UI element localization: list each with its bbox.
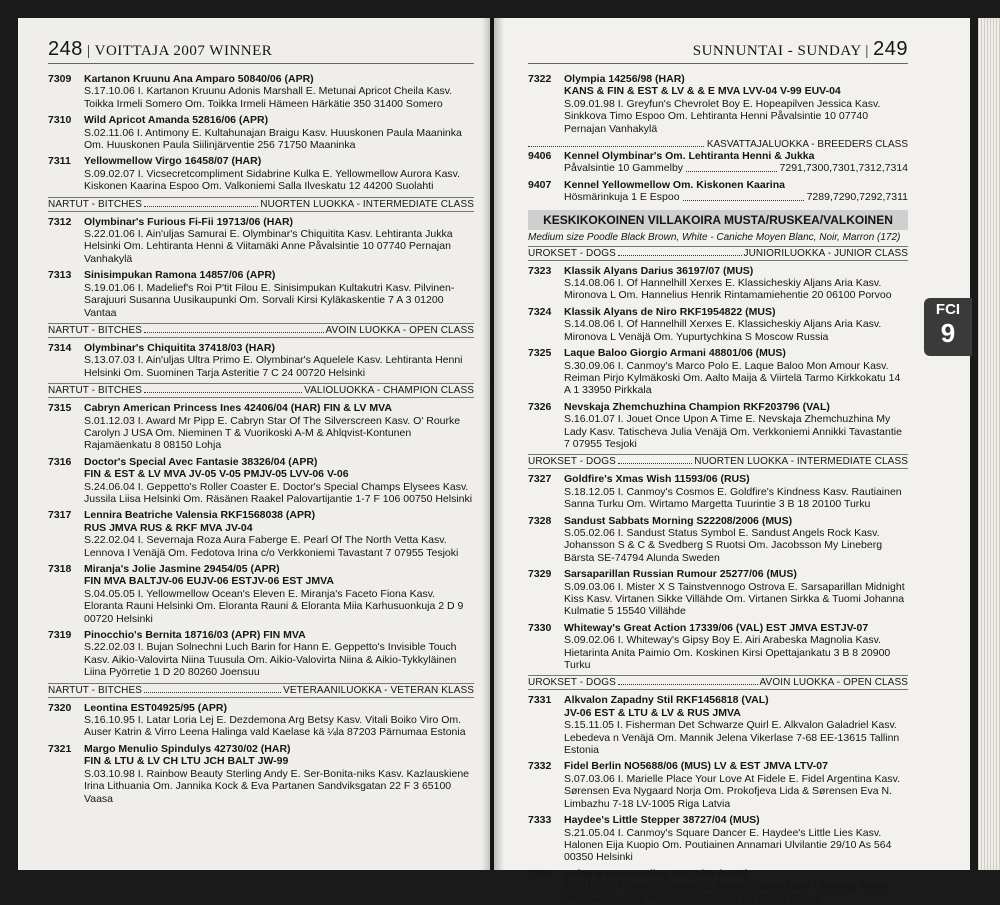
entry-dog-name: Leontina EST04925/95 (APR) (84, 701, 227, 714)
entry-dog-name: Sarsaparillan Russian Rumour 25277/06 (MUS) (564, 568, 797, 581)
catalog-entry (528, 347, 908, 397)
class-divider (528, 675, 908, 690)
entry-number: 7310 (48, 114, 72, 127)
catalog-entry (48, 216, 474, 266)
entry-dog-name: Fidel Berlin NO5688/06 (MUS) LV & EST JMVA LTV-07 (564, 760, 828, 773)
class-divider-class: AVOIN LUOKKA - OPEN CLASS (759, 677, 908, 689)
entry-number: 7321 (48, 742, 72, 755)
entry-number: 7315 (48, 402, 72, 415)
catalog-entry (48, 155, 474, 192)
entry-info: S.07.03.06 I. Marielle Place Your Love At Fidele E. Fidel Argentina Kasv. Sørensen Eva Nygaard Norja Om. Prokofjeva Lida & Sørensen Eva N. Limbazhu 7-18 LV-1005 Riga Latvia (564, 772, 901, 810)
entry-body (84, 216, 474, 266)
entry-dog-name: Olymbinar's Chiquitita 37418/03 (HAR) (84, 341, 275, 354)
class-divider-sex: UROKSET - DOGS (528, 456, 616, 468)
entry-info: S.09.01.98 I. Greyfun's Chevrolet Boy E. Hopeapilven Jessica Kasv. Sinkkova Timo Espoo Om. Lehtiranta Henni Påvalsintie 10 07740 Pernajan Vanhakylä (564, 97, 881, 135)
fci-tab (924, 298, 972, 356)
entry-info: S.13.07.03 I. Ain'uljas Ultra Primo E. Olymbinar's Aquelele Kasv. Lehtiranta Henni Helsinki Om. Suominen Tarja Asteritie 7 C 24 00720 Helsinki (84, 354, 463, 379)
entry-body (84, 114, 474, 151)
catalog-entry (528, 473, 908, 510)
right-page-number: 249 (873, 38, 908, 60)
entry-info: S.04.05.05 I. Yellowmellow Ocean's Eleven E. Miranja's Faceto Fiona Kasv. Eloranta Rauni Helsinki Om. Eloranta Rauni & Eloranta Miia Karhusuonkuja 2 D 9 00720 Helsinki (84, 587, 464, 625)
entry-dog-name: Margo Menulio Spindulys 42730/02 (HAR) (84, 742, 291, 755)
kennel-list (528, 150, 908, 204)
entry-info: S.21.05.04 I. Canmoy's Square Dancer E. Haydee's Little Lies Kasv. Halonen Eija Kuopio Om. Poutiainen Annamari Ulvilantie 29/10 As 564 00350 Helsinki (564, 826, 892, 864)
class-divider-class: VETERAANILUOKKA - VETERAN KLASS (283, 684, 474, 696)
book-gutter (482, 18, 504, 870)
class-divider-sex: NARTUT - BITCHES (48, 385, 143, 397)
entry-dog-name: Whiteway's Great Action 17339/06 (VAL) EST JMVA ESTJV-07 (564, 621, 869, 634)
entry-number: 7324 (528, 305, 552, 318)
breed-header: KESKIKOKOINEN VILLAKOIRA MUSTA/RUSKEA/VALKOINEN (528, 210, 908, 230)
entry-number: 7334 (528, 867, 552, 880)
entry-info: S.18.12.05 I. Canmoy's Cosmos E. Goldfire's Kindness Kasv. Rautiainen Sanna Turku Om. Wirtamo Margetta Tuurintie 3 B 18 20100 Turku (564, 485, 902, 511)
catalog-entry (528, 568, 908, 618)
catalog-entry (48, 114, 474, 151)
entry-dog-name: Olymbinar's Furious Fi-Fii 19713/06 (HAR) (84, 215, 294, 228)
kennel-body (564, 179, 908, 204)
catalog-entry (48, 402, 474, 452)
catalog-entry (528, 868, 908, 905)
right-running-title: SUNNUNTAI - SUNDAY (692, 43, 862, 59)
entry-info: S.02.11.06 I. Antimony E. Kultahunajan Braigu Kasv. Huuskonen Paula Maaninka Om. Huuskonen Paula Siilinjärventie 256 71750 Maaninka (84, 126, 462, 152)
kennel-number: 9406 (528, 150, 552, 163)
page-edge (978, 18, 1000, 870)
entry-body (84, 269, 474, 319)
left-running-head: 248 | VOITTAJA 2007 WINNER (48, 38, 474, 64)
left-entry-list (48, 73, 474, 805)
class-divider (528, 246, 908, 261)
class-divider (48, 197, 474, 212)
class-divider-sex: UROKSET - DOGS (528, 247, 616, 259)
kennel-line (564, 191, 908, 203)
entry-info: S.14.08.06 I. Of Hannelhill Xerxes E. Klassicheskiy Aljans Aria Kasv. Mironova L Om. Hannelius Henrik Rintamamiehentie 20 06100 Porvoo (564, 277, 892, 302)
entry-dog-name: Olympia 14256/98 (HAR) (564, 73, 685, 85)
entry-body (564, 868, 908, 905)
right-page (494, 18, 970, 905)
entry-dog-name: Sandust Sabbats Morning S22208/2006 (MUS) (564, 514, 793, 527)
entry-dog-name: Cabryn American Princess Ines 42406/04 (HAR) FIN & LV MVA (84, 402, 392, 415)
entry-body (564, 473, 908, 510)
right-entry-list-top (528, 73, 908, 135)
entry-dog-name: Klassik Alyans Darius 36197/07 (MUS) (564, 264, 754, 277)
entry-info: S.09.02.07 I. Vicsecretcompliment Sidabrine Kulka E. Yellowmellow Aurora Kasv. Kiskonen Kaarina Espoo Om. Valkoniemi Salla Ilveskatu 12 44200 Suolahti (84, 167, 461, 193)
entry-body (84, 509, 474, 559)
class-divider-sex: NARTUT - BITCHES (48, 324, 143, 336)
catalog-entry (528, 515, 908, 565)
class-divider (528, 454, 908, 469)
entry-body (564, 73, 908, 135)
entry-dog-name: Yellowmellow Virgo 16458/07 (HAR) (84, 155, 262, 168)
class-divider-class: VALIOLUOKKA - CHAMPION CLASS (304, 385, 474, 397)
entry-titles: JV-06 EST & LTU & LV & RUS JMVA (564, 706, 741, 719)
entry-number: 7323 (528, 264, 552, 277)
class-divider-class: NUORTEN LUOKKA - INTERMEDIATE CLASS (694, 456, 908, 468)
entry-titles: RUS JMVA RUS & RKF MVA JV-04 (84, 521, 253, 534)
entry-dog-name: Klassik Alyans de Niro RKF1954822 (MUS) (564, 305, 776, 318)
entry-number: 7309 (48, 73, 72, 85)
entry-info: S.30.09.06 I. Canmoy's Marco Polo E. Laque Baloo Mon Amour Kasv. Reiman Pirjo Kylmäkoski Om. Aalto Maija & Viirtelä Tarmo Kirkkokatu 14 A 1 33950 Pirkkala (564, 359, 901, 397)
class-divider (48, 323, 474, 338)
entry-number: 7325 (528, 347, 552, 360)
catalog-entry (528, 814, 908, 864)
entry-number: 7322 (528, 73, 552, 85)
entry-body (564, 401, 908, 451)
kennel-name: Kennel Yellowmellow Om. Kiskonen Kaarina (564, 178, 785, 191)
entry-info: S.22.01.06 I. Ain'uljas Samurai E. Olymbinar's Chiquitita Kasv. Lehtiranta Jukka Helsinki Om. Lehtiranta Henni & Viitamäki Anne Påvalsintie 10 07740 Pernajan Vanhakylä (84, 228, 453, 265)
entry-number: 7330 (528, 621, 552, 634)
entry-dog-name: Haydee's Little Stepper 38727/04 (MUS) (564, 814, 760, 827)
entry-number: 7317 (48, 509, 72, 522)
entry-number: 7311 (48, 155, 71, 168)
entry-body (564, 760, 908, 810)
right-entry-list-bottom (528, 246, 908, 905)
entry-number: 7326 (528, 400, 552, 413)
fci-tab-number: 9 (940, 318, 956, 348)
class-divider-class: JUNIORILUOKKA - JUNIOR CLASS (743, 247, 908, 259)
entry-info: S.19.01.06 I. Madelief's Roi P'tit Filou E. Sinisimpukan Kultakutri Kasv. Pilvinen-Sarajuuri Susanna Uusikaupunki Om. Sorvali Kirsi Kyläkaskentie 7 A 3 01200 Vantaa (84, 281, 455, 319)
entry-body (564, 568, 908, 618)
entry-number: 7313 (48, 269, 72, 282)
kennel-entry (528, 179, 908, 204)
entry-titles: FIN & LTU & LV CH LTU JCH BALT JW-99 (84, 755, 289, 768)
entry-titles: FIN & EST & LV MVA JV-05 V-05 PMJV-05 LVV-06 V-06 (84, 468, 349, 481)
catalog-entry (48, 73, 474, 110)
entry-body (564, 347, 908, 397)
catalog-entry (528, 73, 908, 135)
entry-body (564, 622, 908, 672)
entry-number: 7312 (48, 215, 72, 228)
catalog-entry (48, 743, 474, 805)
entry-dog-name: Lennira Beatriche Valensia RKF1568038 (APR) (84, 509, 316, 522)
entry-dog-name: Miranja's Jolie Jasmine 29454/05 (APR) (84, 563, 280, 575)
left-page (18, 18, 490, 870)
fci-tab-label: FCI (935, 301, 961, 318)
entry-info: S.14.08.06 I. Of Hannelhill Xerxes E. Klassicheskiy Aljans Aria Kasv. Mironova L Venäjä Om. Yupurtychkina S Moscow Russia (564, 318, 882, 343)
entry-number: 7314 (48, 341, 72, 354)
entry-body (84, 702, 474, 739)
catalog-entry (528, 760, 908, 810)
entry-info: S.19.07.05 I. Soltar's Eternity E. Soltar's Vogue Kasv. Lillstrang Jukka Helsinki Om. Jyly Noora Räisäläntie 13 A 02140 Espoo (564, 880, 887, 905)
entry-number: 7318 (48, 563, 72, 575)
catalog-entry (48, 342, 474, 379)
entry-body (564, 265, 908, 302)
class-divider (48, 683, 474, 698)
entry-number: 7329 (528, 568, 552, 581)
entry-dog-name: Alkvalon Zapadny Stil RKF1456818 (VAL) (564, 694, 769, 707)
class-divider-sex: NARTUT - BITCHES (48, 198, 143, 210)
kennel-line (564, 162, 908, 174)
catalog-entry (48, 629, 474, 679)
entry-titles: FIN MVA BALTJV-06 EUJV-06 ESTJV-06 EST JMVA (84, 575, 334, 588)
entry-body (84, 629, 474, 679)
entry-titles: KANS & FIN & EST & LV & & E MVA LVV-04 V-99 EUV-04 (564, 85, 841, 98)
entry-body (564, 306, 908, 343)
entry-info: S.15.11.05 I. Fisherman Det Schwarze Quirl E. Alkvalon Galadriel Kasv. Lebedeva n Venäjä Om. Mannik Jelena Vikerlase 7-68 EE-13615 Tallinn Estonia (564, 719, 900, 757)
entry-body (84, 456, 474, 506)
catalog-entry (528, 622, 908, 672)
entry-body (564, 515, 908, 565)
catalog-entry (528, 401, 908, 451)
kennel-place: Påvalsintie 10 Gammelby (564, 162, 684, 175)
entry-dog-name: Laque Baloo Giorgio Armani 48801/06 (MUS) (564, 347, 786, 360)
entry-info: S.16.10.95 I. Latar Loria Lej E. Dezdemona Arg Betsy Kasv. Vitali Boiko Viro Om. Auser Katrin & Virro Leena Halinga vald Kaelase kä ¼la 87203 Pärnumaa Estonia (84, 714, 466, 739)
catalog-entry (528, 306, 908, 343)
entry-dog-name: Doctor's Special Avec Fantasie 38326/04 (APR) (84, 455, 318, 468)
entry-dog-name: Goldfire's Xmas Wish 11593/06 (RUS) (564, 473, 750, 486)
entry-body (84, 155, 474, 192)
entry-number: 7327 (528, 473, 552, 486)
entry-body (84, 342, 474, 379)
entry-dog-name: Nevskaja Zhemchuzhina Champion RKF203796 (VAL) (564, 400, 830, 413)
entry-info: S.01.12.03 I. Award Mr Pipp E. Cabryn Star Of The Silverscreen Kasv. O' Rourke Carolyn J USA Om. Nieminen T & Vuorikoski A-M & Ahlqvist-Kontunen Rajamäenkatu 8 08150 Lohja (84, 414, 461, 452)
entry-number: 7332 (528, 760, 552, 773)
kennel-name: Kennel Olymbinar's Om. Lehtiranta Henni & Jukka (564, 150, 815, 163)
breeders-class-line (528, 139, 908, 150)
entry-dog-name: Wild Apricot Amanda 52816/06 (APR) (84, 114, 269, 127)
catalog-entry (528, 694, 908, 756)
entry-body (84, 73, 474, 110)
breed-subtitle: Medium size Poodle Black Brown, White - Caniche Moyen Blanc, Noir, Marron (172) (528, 231, 901, 243)
entry-info: S.17.10.06 I. Kartanon Kruunu Adonis Marshall E. Metunai Apricot Cheila Kasv. Toikka Irmeli Somero Om. Toikka Irmeli Hämeen Härkätie 350 31400 Somero (84, 85, 453, 110)
class-divider-class: NUORTEN LUOKKA - INTERMEDIATE CLASS (260, 198, 474, 210)
left-running-title: VOITTAJA 2007 WINNER (94, 43, 273, 59)
entry-info: S.22.02.04 I. Severnaja Roza Aura Faberge E. Pearl Of The North Vetta Kasv. Lennova I Venäjä Om. Fedotova Irina c/o Verkkoniemi Tavastant 7 07955 Tesjoki (84, 534, 459, 559)
kennel-entry-numbers: 7289,7290,7292,7311 (806, 191, 908, 204)
catalog-entry (48, 563, 474, 625)
entry-info: S.09.02.06 I. Whiteway's Gipsy Boy E. Airi Arabeska Magnolia Kasv. Hietarinta Anita Paimio Om. Koskinen Kirsi Opettajankatu 3 B 8 20900 Turku (564, 634, 891, 672)
kennel-entry (528, 150, 908, 175)
entry-body (84, 402, 474, 452)
entry-dog-name: Soltar's Neverending 42476/05 (MUS) (564, 867, 749, 880)
entry-dog-name: Kartanon Kruunu Ana Amparo 50840/06 (APR) (84, 73, 314, 85)
entry-number: 7331 (528, 694, 552, 707)
entry-body (564, 814, 908, 864)
entry-info: S.09.03.06 I. Mister X S Tainstvennogo Ostrova E. Sarsaparillan Midnight Kiss Kasv. Virtanen Sikke Villähde Om. Virtanen Sirkka & Tuomi Johanna Kulmatie 5 15540 Villähde (564, 580, 905, 618)
class-divider-sex: UROKSET - DOGS (528, 677, 616, 689)
class-divider-sex: NARTUT - BITCHES (48, 684, 143, 696)
class-divider (48, 383, 474, 398)
catalog-entry (48, 509, 474, 559)
entry-info: S.16.01.07 I. Jouet Once Upon A Time E. Nevskaja Zhemchuzhina My Lady Kasv. Tatischeva Julia Venäjä Om. Verkkoniemi Annikki Tavastantie 7 07955 Tesjoki (564, 413, 902, 450)
entry-body (84, 743, 474, 805)
right-running-head: SUNNUNTAI - SUNDAY | 249 (528, 38, 908, 64)
entry-info: S.22.02.03 I. Bujan Solnechni Luch Barin for Hann E. Geppetto's Invisible Touch Kasv. Aikio-Valovirta Niina Tuusula Om. Aikio-Valovirta Niina & Aikio-Tykkyläinen Liina Pyörretie 1 D 20 80260 Joensuu (84, 641, 457, 679)
kennel-number: 9407 (528, 178, 552, 191)
class-divider-class: AVOIN LUOKKA - OPEN CLASS (325, 324, 474, 336)
entry-number: 7320 (48, 701, 72, 714)
entry-body (84, 563, 474, 625)
entry-info: S.05.02.06 I. Sandust Status Symbol E. Sandust Angels Rock Kasv. Johansson S & C & Svedberg S Ruotsi Om. Jacobsson My Lineberg Bärsta SE-74794 Alunda Sweden (564, 526, 883, 564)
entry-dog-name: Sinisimpukan Ramona 14857/06 (APR) (84, 269, 276, 282)
entry-number: 7319 (48, 629, 72, 642)
catalog-entry (48, 456, 474, 506)
entry-number: 7316 (48, 455, 72, 468)
entry-body (564, 694, 908, 756)
breeders-class-label: KASVATTAJALUOKKA - BREEDERS CLASS (706, 139, 908, 151)
kennel-body (564, 150, 908, 175)
catalog-entry (48, 702, 474, 739)
catalog-entry (528, 265, 908, 302)
entry-number: 7333 (528, 814, 552, 827)
entry-info: S.24.06.04 I. Geppetto's Roller Coaster E. Doctor's Special Champs Elysees Kasv. Jussila Liisa Helsinki Om. Räsänen Raakel Palovartijantie 1-7 F 106 00750 Helsinki (84, 480, 473, 505)
entry-dog-name: Pinocchio's Bernita 18716/03 (APR) FIN MVA (84, 629, 306, 642)
entry-info: S.03.10.98 I. Rainbow Beauty Sterling Andy E. Ser-Bonita-niks Kasv. Kazlauskiene Irina Lithuania Om. Jannika Kock & Eva Partanen Sandviksgatan 22 F 3 65100 Vaasa (84, 767, 470, 805)
kennel-place: Hösmärinkuja 1 E Espoo (564, 191, 680, 204)
kennel-entry-numbers: 7291,7300,7301,7312,7314 (779, 162, 908, 175)
left-page-number: 248 (48, 38, 83, 60)
catalog-entry (48, 269, 474, 319)
entry-number: 7328 (528, 514, 552, 527)
